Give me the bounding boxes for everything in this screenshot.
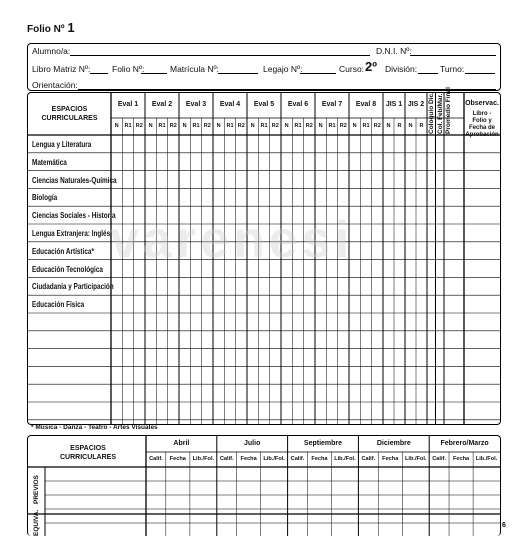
month-col-header: Fecha	[452, 456, 470, 462]
month-col-header: Calif.	[219, 456, 234, 462]
eval-sub-header: N	[182, 123, 187, 129]
observac-subheader: Libro - Folio y Fecha de Aprobación	[465, 111, 499, 138]
eval-sub-header: R2	[305, 123, 313, 129]
subject-label: Biología	[32, 193, 58, 203]
subject-label: Educación Artística*	[32, 246, 94, 256]
month-col-header: Fecha	[382, 456, 399, 462]
eval-header: Eval 6	[287, 101, 309, 108]
libro-label: Libro Matriz Nº:	[32, 64, 91, 74]
subject-label: Lengua y Literatura	[32, 140, 92, 149]
subject-label: Educación Tecnológica	[32, 264, 103, 274]
orientacion-line[interactable]	[78, 89, 496, 90]
folio-label	[27, 20, 75, 35]
dni-label: D.N.I. Nº:	[376, 46, 412, 56]
folio-number: 1	[67, 20, 75, 35]
subject-label: Ciencias Sociales - Historia	[32, 211, 116, 221]
eval-header: Eval 5	[253, 101, 275, 108]
orientacion-label: Orientación:	[32, 80, 78, 90]
month-col-header: Calif.	[149, 456, 163, 462]
eval-sub-header: R1	[192, 123, 200, 129]
eval-sub-header: R1	[226, 123, 234, 129]
alumno-label: Alumno/a:	[32, 46, 71, 56]
folio-field-label: Folio Nº:	[112, 64, 145, 74]
promedio-header: Promedio Final	[445, 87, 452, 134]
jis-sub-header: R	[397, 123, 402, 129]
alumno-line[interactable]	[70, 55, 370, 56]
subject-label: Lengua Extranjera: Inglés	[32, 229, 111, 238]
jis-sub-header: N	[408, 123, 413, 129]
page-mark: 6	[502, 522, 506, 529]
folio-line[interactable]	[141, 73, 167, 74]
eval-sub-header: R1	[328, 123, 336, 129]
eval-sub-header: R2	[203, 123, 211, 129]
legajo-label: Legajo Nº:	[263, 64, 303, 74]
subject-label: Ciudadanía y Participación	[32, 282, 114, 292]
eval-sub-header: R2	[271, 123, 279, 129]
eval-header: Eval 8	[355, 101, 377, 108]
eval-sub-header: N	[114, 123, 119, 129]
student-info-box	[27, 43, 501, 91]
matricula-label: Matrícula Nº:	[170, 64, 219, 74]
watermark: varenesi	[110, 211, 354, 269]
eval-sub-header: N	[284, 123, 289, 129]
eval-sub-header: N	[148, 123, 153, 129]
month-col-header: Lib./Fol.	[192, 456, 215, 462]
jis-header: JIS 2	[407, 101, 425, 108]
month-col-header: Calif.	[432, 456, 446, 462]
jis-sub-header: N	[386, 123, 391, 129]
month-col-header: Lib./Fol.	[263, 456, 285, 462]
eval-header: Eval 4	[219, 101, 241, 108]
month-col-header: Fecha	[240, 456, 257, 462]
eval-header: Eval 7	[321, 101, 343, 108]
month-header: Abril	[173, 440, 190, 447]
eval-sub-header: N	[318, 123, 323, 129]
eval-header: Eval 2	[151, 101, 173, 108]
colfeb-header: Col. Feb/Mar.	[436, 93, 444, 134]
month-col-header: Lib./Fol.	[475, 456, 498, 462]
espacios-header: ESPACIOS CURRICULARES	[41, 106, 98, 122]
month-col-header: Lib./Fol.	[405, 456, 427, 462]
eval-sub-header: R1	[362, 123, 370, 129]
observac-header: Observac.	[465, 100, 499, 107]
dni-line[interactable]	[410, 55, 496, 56]
eval-sub-header: R2	[135, 123, 143, 129]
month-col-header: Calif.	[290, 456, 305, 462]
month-header: Febrero/Marzo	[440, 440, 489, 447]
eval-sub-header: N	[352, 123, 357, 129]
eval-sub-header: R2	[339, 123, 347, 129]
curso-label: Curso:	[339, 64, 365, 74]
division-line[interactable]	[418, 73, 438, 74]
eval-sub-header: R1	[124, 123, 132, 129]
equiva-row-label: EQUIVA.	[33, 509, 40, 536]
eval-sub-header: R2	[169, 123, 177, 129]
eval-header: Eval 3	[185, 101, 207, 108]
eval-sub-header: R2	[373, 123, 381, 129]
subject-label: Ciencias Naturales-Química	[32, 175, 117, 185]
curso-value: 2º	[365, 59, 377, 74]
month-header: Septiembre	[303, 440, 343, 447]
jis-sub-header: R	[419, 123, 424, 129]
month-col-header: Fecha	[169, 456, 186, 462]
legajo-line[interactable]	[300, 73, 336, 74]
coloquio-header: Coloquio Dic.	[428, 92, 435, 134]
subject-label: Educación Física	[32, 300, 85, 310]
eval-sub-header: N	[216, 123, 221, 129]
month-col-header: Fecha	[311, 456, 328, 462]
footnote: * Música - Danza - Teatro - Artes Visuales	[31, 424, 158, 431]
turno-line[interactable]	[465, 73, 495, 74]
matricula-line[interactable]	[218, 73, 258, 74]
month-col-header: Lib./Fol.	[334, 456, 356, 462]
eval-sub-header: N	[250, 123, 255, 129]
subject-label: Matemática	[32, 157, 67, 167]
previos-row-label: PREVIOS	[33, 475, 40, 504]
division-label: División:	[385, 64, 418, 74]
eval-sub-header: R2	[237, 123, 245, 129]
eval-sub-header: R1	[260, 123, 268, 129]
previos-espacios-header: ESPACIOS CURRICULARES	[60, 445, 116, 461]
turno-label: Turno:	[440, 64, 465, 74]
folio-text: Folio Nº	[27, 24, 65, 35]
previos-table	[27, 435, 501, 536]
month-header: Julio	[244, 440, 261, 447]
month-col-header: Calif.	[361, 456, 376, 462]
libro-line[interactable]	[90, 73, 108, 74]
eval-header: Eval 1	[117, 101, 139, 108]
jis-header: JIS 1	[385, 101, 403, 108]
eval-sub-header: R1	[158, 123, 166, 129]
month-header: Diciembre	[376, 440, 411, 447]
eval-sub-header: R1	[294, 123, 302, 129]
